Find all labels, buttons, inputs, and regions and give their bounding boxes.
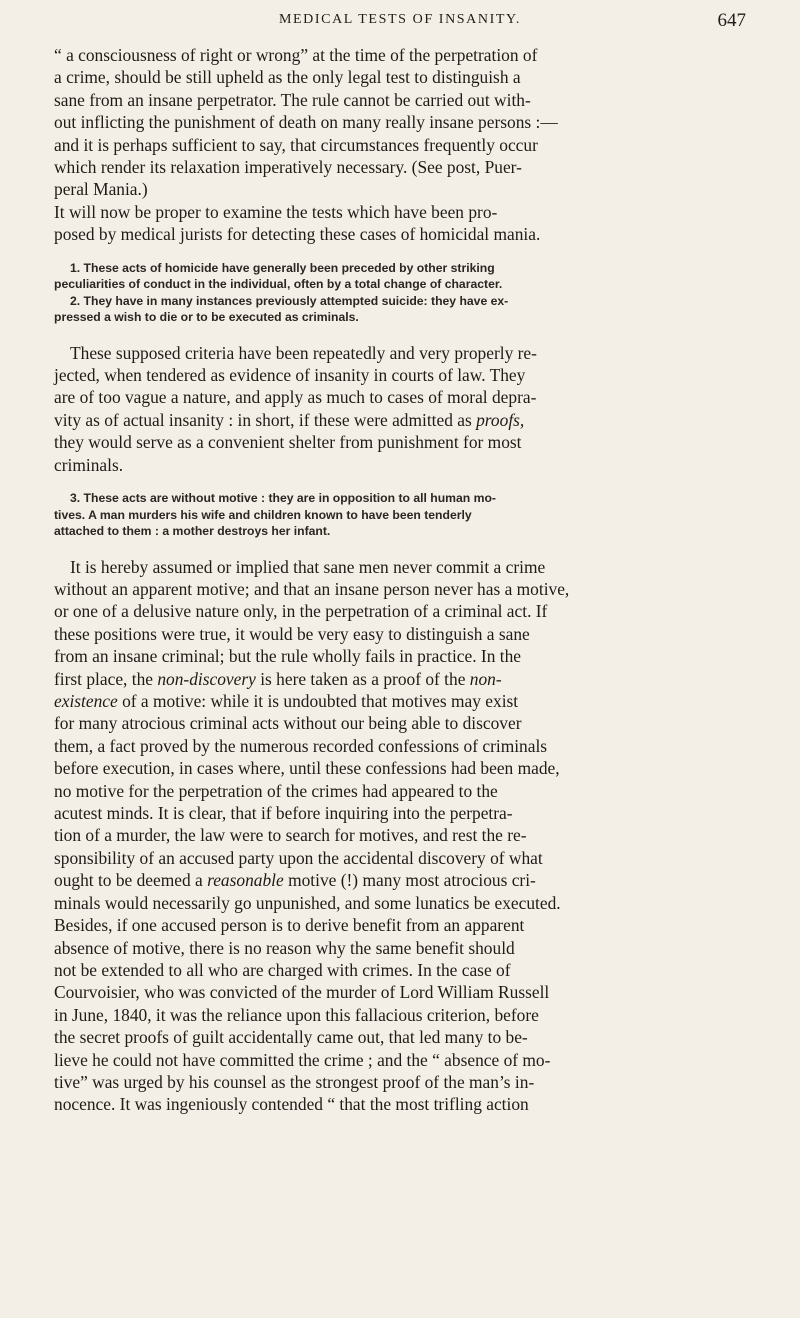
italic-word: non- xyxy=(469,668,502,689)
page-number: 647 xyxy=(717,10,746,31)
italic-word: reasonable xyxy=(207,870,284,891)
italic-word: non-discovery xyxy=(157,668,256,689)
paragraph-4: It is hereby assumed or implied that sane men never commit a crime without an apparent motive; and that an insane person never has a motive, or one of a delusive nature only, in the perpetration of a criminal act. If these positions were true, it would be very easy to distinguish a sane from an insane criminal; but the rule wholly fails in practice. In the first place, the non-discovery is here taken as a proof of the non- existence of a motive: while it is undoubted that motives may exist for many atrocious criminal acts without our being able to discover them, a fact proved by the numerous recorded confessions of criminals before execution, in cases where, until these confessions had been made, no motive for the perpetration of the crimes had appeared to the acutest minds. It is clear, that if before inquiring into the perpetra- tion of a murder, the law were to search for motives, and rest the re- sponsibility of an accused party upon the accidental discovery of what ought to be deemed a reasonable motive (!) many most atrocious cri- minals would necessarily go unpunished, and some lunatics be executed. Besides, if one accused person is to derive benefit from an apparent absence of motive, there is no reason why the same benefit should not be extended to all who are charged with crimes. In the case of Courvoisier, who was convicted of the murder of Lord William Russell in June, 1840, it was the reliance upon this fallacious criterion, before the secret proofs of guilt accidentally came out, that led many to be- lieve he could not have committed the crime ; and the “ absence of mo- tive” was urged by his counsel as the strongest proof of the man’s in- nocence. It was ingeniously contended “ that the most trifling action xyxy=(54,556,570,1115)
footnote-criteria-1-2: 1. These acts of homicide have generally been preceded by other striking peculiarities of conduct in the individual, often by a total change of character. 2. They have in many instances previously attempted suicide: they have ex- pressed a wish to die or to be executed as criminals. xyxy=(54,260,509,325)
italic-word: proofs, xyxy=(476,409,525,430)
paragraph-1: “ a consciousness of right or wrong” at the time of the perpetration of a crime, should be still upheld as the only legal test to distinguish a sane from an insane perpetrator. The rule cannot be carried out with- out inflicting the punishment of death on many really insane persons :— and it is perhaps sufficient to say, that circumstances frequently occur which render its relaxation imperatively necessary. (See post, Puer- peral Mania.) xyxy=(54,45,558,200)
footnote-criteria-3: 3. These acts are without motive : they are in opposition to all human mo- tives. A man murders his wife and children known to have been tenderly attached to them : a mother destroys her infant. xyxy=(54,491,496,539)
italic-word: existence xyxy=(54,691,118,712)
paragraph-2: It will now be proper to examine the tests which have been pro- posed by medical jurists for detecting these cases of homicidal mania. xyxy=(54,201,541,245)
paragraph-3: These supposed criteria have been repeatedly and very properly re- jected, when tendered as evidence of insanity in courts of law. They are of too vague a nature, and apply as much to cases of moral depra- vity as of actual insanity : in short, if these were admitted as proofs, they would serve as a convenient shelter from punishment for most criminals. xyxy=(54,342,537,475)
running-title: MEDICAL TESTS OF INSANITY. xyxy=(278,12,522,27)
page-header xyxy=(54,10,746,44)
